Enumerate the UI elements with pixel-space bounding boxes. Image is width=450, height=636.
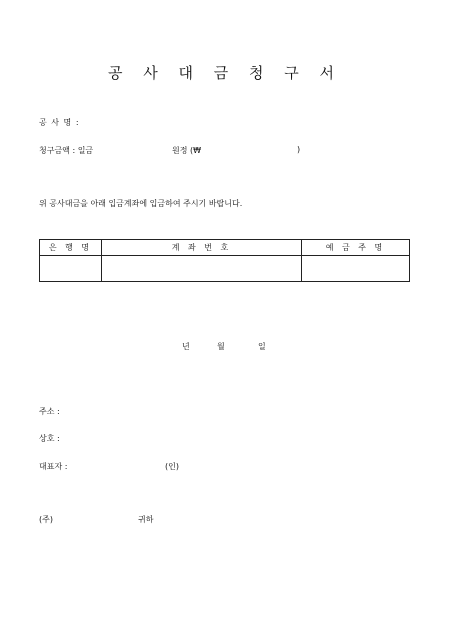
account-table-header-row [40,240,410,256]
request-text: 위 공사대금을 아래 입금계좌에 입금하여 주시기 바랍니다. [39,199,243,208]
date-month-label: 월 [217,342,225,351]
document-title: 공 사 대 금 청 구 서 [107,64,343,82]
bank-name-cell [40,256,102,282]
won-label: 원정 (₩ [172,146,202,155]
recipient-suffix: 귀하 [138,515,154,524]
project-name-label: 공 사 명 : [39,118,80,127]
recipient-corp-label: (주) [39,515,53,524]
table-row [40,256,410,282]
won-close-paren: ) [297,145,301,154]
date-year-label: 년 [182,342,190,351]
representative-label: 대표자 : [39,462,68,471]
account-holder-cell [302,256,410,282]
account-number-header: 계 좌 번 호 [102,240,302,256]
date-day-label: 일 [258,342,266,351]
account-number-cell [102,256,302,282]
account-table [39,239,410,282]
bank-name-header: 은 행 명 [40,240,102,256]
seal-label: (인) [165,462,179,471]
account-holder-header: 예 금 주 명 [302,240,410,256]
claim-amount-label: 청구금액 : 일금 [39,146,94,155]
company-label: 상호 : [39,434,60,443]
address-label: 주소 : [39,407,60,416]
